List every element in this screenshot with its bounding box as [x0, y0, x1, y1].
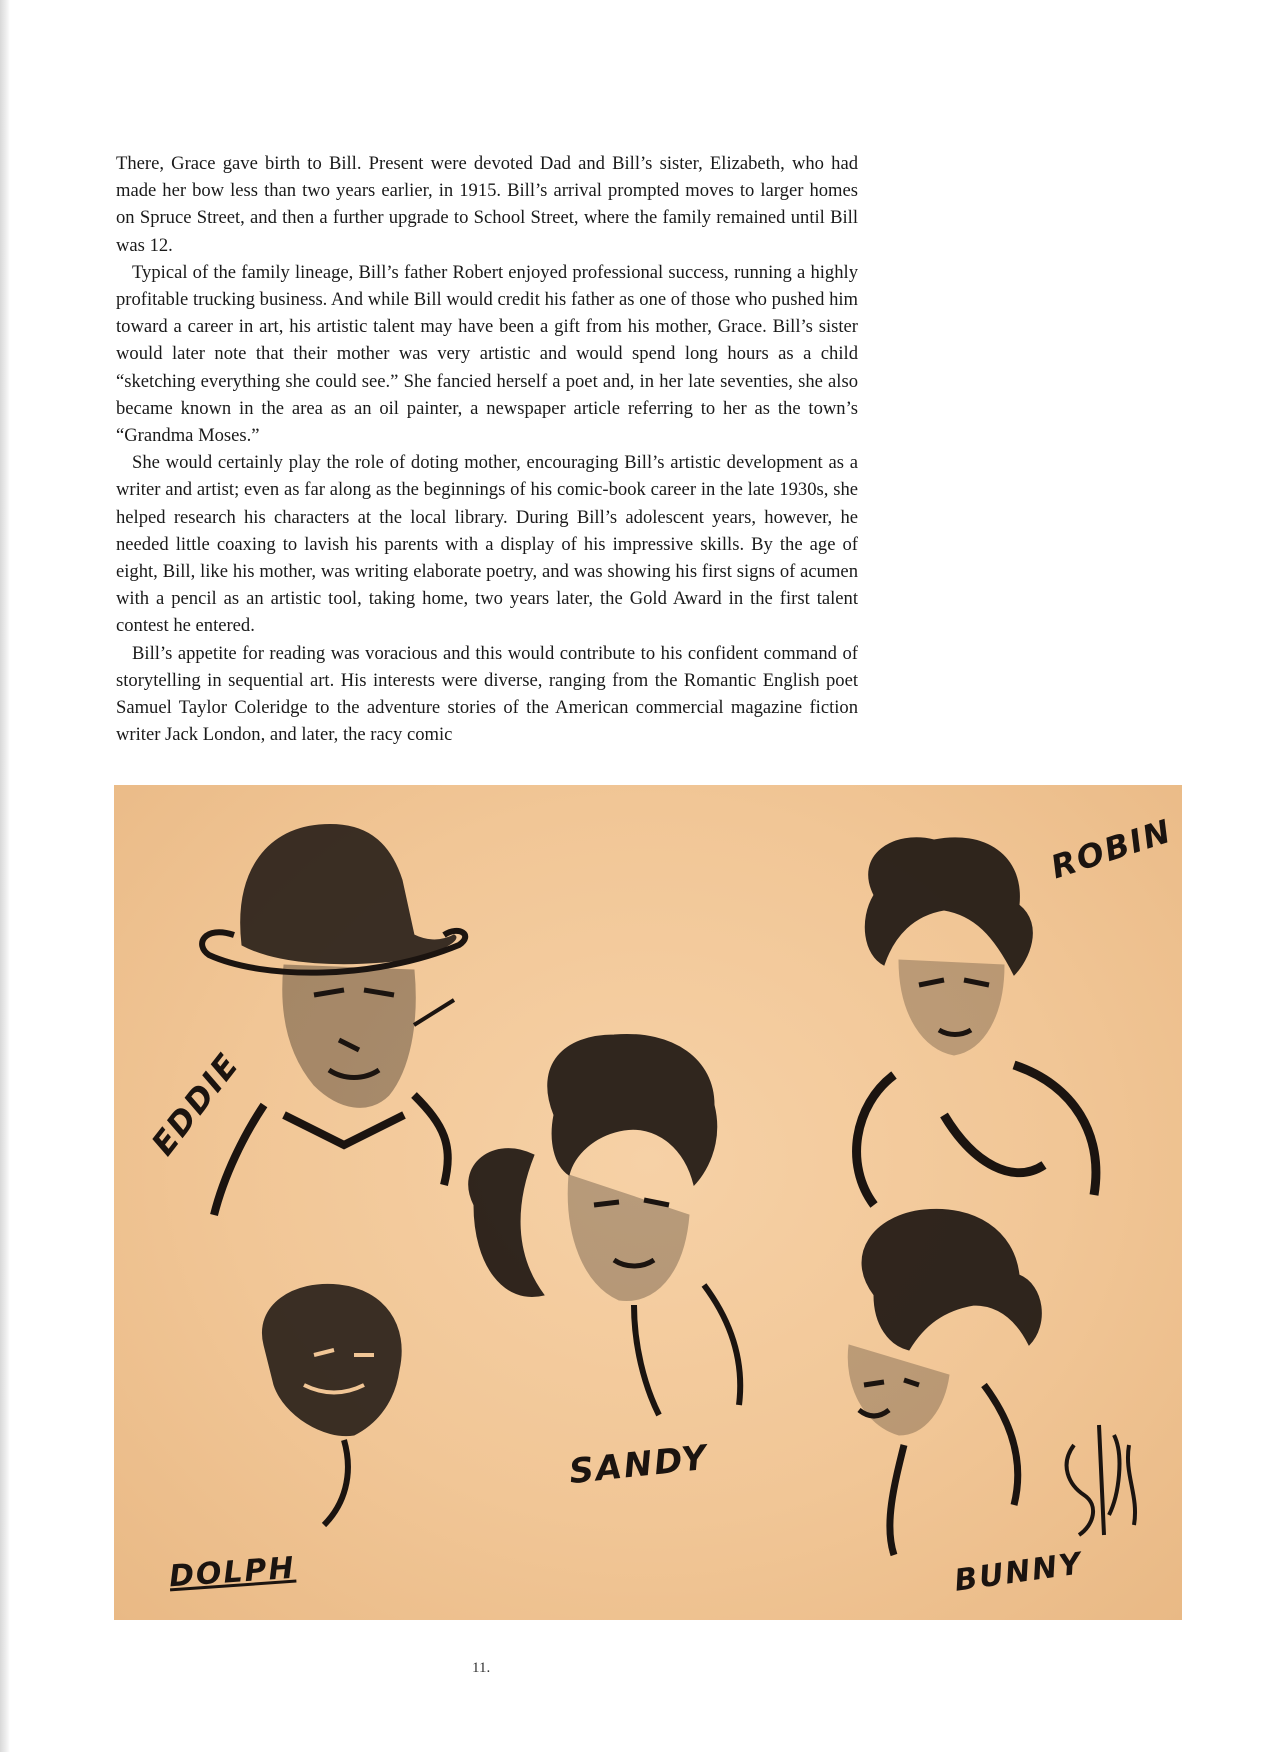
label-robin: ROBIN [1046, 811, 1177, 887]
paragraph-4: Bill’s appetite for reading was voracious and this would contribute to his confident command of storytelling in sequential art. His interests were diverse, ranging from the Romantic English poet Samuel Taylor Coleridge to the adventure stories of the American commercial magazine fiction writer Jack London, and later, the racy comic [116, 642, 858, 746]
robin-sketch [857, 838, 1096, 1205]
label-dolph: DOLPH [167, 1550, 297, 1595]
page-spine-edge [0, 0, 10, 1752]
ink-sketches [114, 785, 1182, 1620]
dolph-sketch [262, 1284, 401, 1525]
paragraph-1: There, Grace gave birth to Bill. Present were devoted Dad and Bill’s sister, Elizabeth, who had made her bow less than two years earlier, in 1915. Bill’s arrival prompted moves to larger homes on Spruce Street, and then a further upgrade to School Street, where the family remained until Bill was 12. [116, 153, 858, 256]
bunny-sketch [848, 1209, 1041, 1555]
label-bunny: BUNNY [952, 1546, 1085, 1599]
character-sketch-artwork [114, 785, 1182, 1620]
sandy-sketch [469, 1034, 741, 1415]
artist-signature [1067, 1425, 1135, 1535]
body-text [116, 150, 858, 748]
label-eddie: EDDIE [143, 1045, 247, 1163]
page-number: 11. [472, 1660, 491, 1676]
paragraph-3: She would certainly play the role of doting mother, encouraging Bill’s artistic development as a writer and artist; even as far along as the beginnings of his comic-book career in the late 1930s, she helped research his characters at the local library. During Bill’s adolescent years, however, he needed little coaxing to lavish his parents with a display of his impressive skills. By the age of eight, Bill, like his mother, was writing elaborate poetry, and was showing his first signs of acumen with a pencil as an artistic tool, taking home, two years later, the Gold Award in the first talent contest he entered. [116, 452, 858, 637]
paragraph-2: Typical of the family lineage, Bill’s father Robert enjoyed professional success, running a highly profitable trucking business. And while Bill would credit his father as one of those who pushed him toward a career in art, his artistic talent may have been a gift from his mother, Grace. Bill’s sister would later note that their mother was very artistic and would spend long hours as a child “sketching everything she could see.” She fancied herself a poet and, in her late seventies, she also became known in the area as an oil painter, a newspaper article referring to her as the town’s “Grandma Moses.” [116, 261, 858, 447]
label-sandy: SANDY [567, 1437, 711, 1493]
eddie-sketch [202, 824, 465, 1215]
